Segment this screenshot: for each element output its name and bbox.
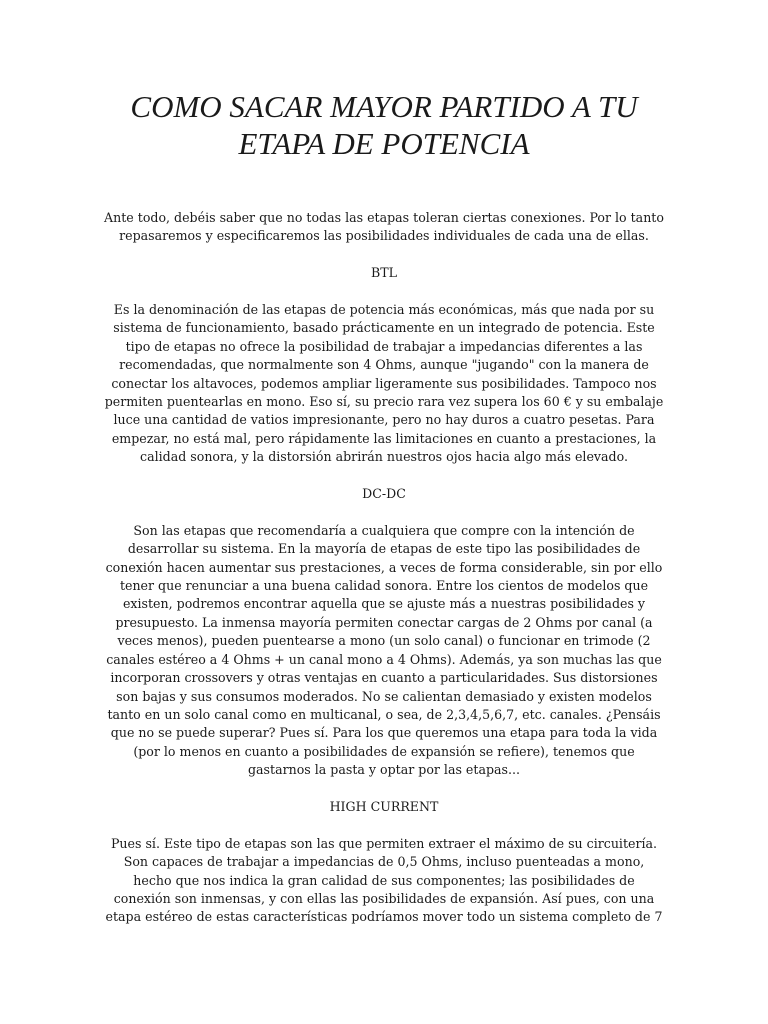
document-title [84,88,684,162]
title-line-1: COMO SACAR MAYOR PARTIDO A TU [130,89,638,124]
section-paragraph-btl: Es la denominación de las etapas de potencia más económicas, más que nada por su sistema de funcionamiento, basado prácticamente en un integrado de potencia. Este tipo de etapas no ofrece la posibilidad de trabajar a impedancias diferentes a las recomendadas, que normalmente son 4 Ohms, aunque "jugando" con la manera de conectar los altavoces, podemos ampliar ligeramente sus posibilidades. Tampoco nos permiten puentearlas en mono. Eso sí, su precio rara vez supera los 60 € y su embalaje luce una cantidad de vatios impresionante, pero no hay duros a cuatro pesetas. Para empezar, no está mal, pero rápidamente las limitaciones en cuanto a prestaciones, la calidad sonora, y la distorsión abrirán nuestros ojos hacia algo más elevado. [104,302,664,465]
section-heading-dc-dc: DC-DC [362,486,406,502]
section-heading-high-current: HIGH CURRENT [329,798,439,814]
section-paragraph-dc-dc: Son las etapas que recomendaría a cualquiera que compre con la intención de desarrollar su sistema. En la mayoría de etapas de este tipo las posibilidades de conexión hacen aumentar sus prestaciones, a veces de forma considerable, sin por ello tener que renunciar a una buena calidad sonora. Entre los cientos de modelos que existen, podremos encontrar aquella que se ajuste más a nuestras posibilidades y presupuesto. La inmensa mayoría permiten conectar cargas de 2 Ohms por canal (a veces menos), pueden puentearse a mono (un solo canal) o funcionar en trimode (2 canales estéreo a 4 Ohms + un canal mono a 4 Ohms). Además, ya son muchas las que incorporan crossovers y otras ventajas en cuanto a particularidades. Sus distorsiones son bajas y sus consumos moderados. No se calientan demasiado y existen modelos tanto en un solo canal como en multicanal, o sea, de 2,3,4,5,6,7, etc. canales. ¿Pensáis que no se puede superar? Pues sí. Para los que queremos una etapa para toda la vida (por lo menos en cuanto a posibilidades de expansión se refiere), tenemos que gastarnos la pasta y optar por las etapas... [105,522,663,778]
section-paragraph-high-current: Pues sí. Este tipo de etapas son las que permiten extraer el máximo de su circuitería. Son capaces de trabajar a impedancias de 0,5 Ohms, incluso puenteadas a mono, hecho que nos indica la gran calidad de sus componentes; las posibilidades de conexión son inmensas, y con ellas las posibilidades de expansión. Así pues, con una etapa estéreo de estas características podríamos mover todo un sistema completo de 7 [105,835,663,925]
title-line-2: ETAPA DE POTENCIA [238,126,530,161]
document-body [104,209,664,945]
section-heading-btl: BTL [370,265,398,281]
intro-paragraph: Ante todo, debéis saber que no todas las etapas toleran ciertas conexiones. Por lo tanto repasaremos y especificaremos las posibilidades individuales de cada una de ellas. [104,210,664,244]
